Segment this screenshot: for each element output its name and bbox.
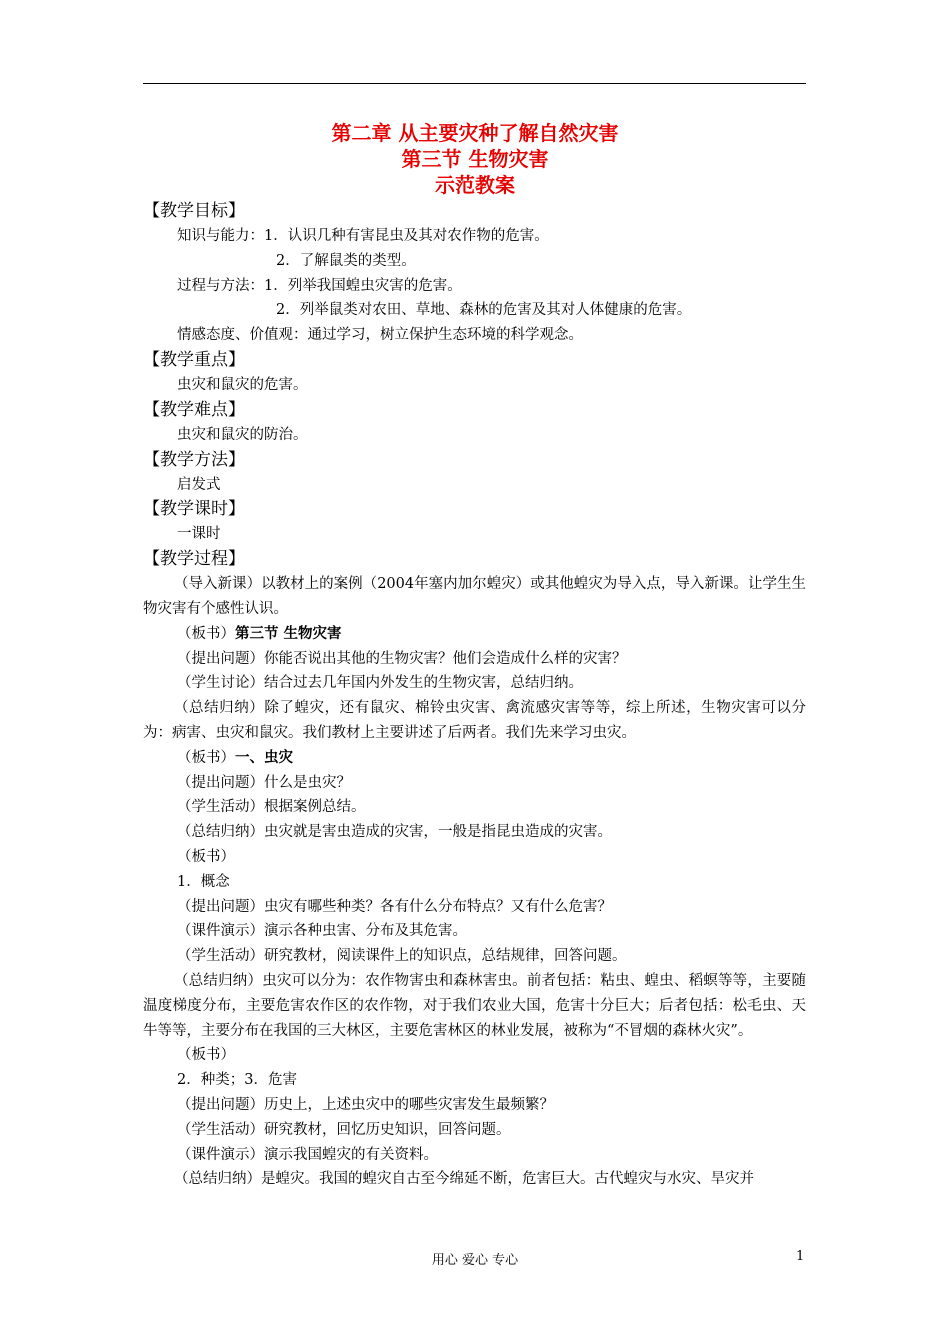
process-paragraph: （导入新课）以教材上的案例（2004年塞内加尔蝗灾）或其他蝗灾为导入点，导入新课。让学生生物灾害有个感性认识。 [143,576,806,617]
board-heading: 第三节 生物灾害 [235,624,342,642]
process-line: （提出问题）你能否说出其他的生物灾害？他们会造成什么样的灾害？ [177,650,627,667]
objective-attitude: 情感态度、价值观：通过学习，树立保护生态环境的科学观念。 [177,327,583,344]
process-line: （学生活动）根据案例总结。 [177,799,366,816]
process-paragraph: （总结归纳）是蝗灾。我国的蝗灾自古至今绵延不断，危害巨大。古代蝗灾与水灾、旱灾并 [174,1171,754,1188]
title-block [0,120,950,198]
board-label: （板书） [177,749,235,766]
chapter-title: 第二章 从主要灾种了解自然灾害 [331,121,619,145]
key-points-text: 虫灾和鼠灾的危害。 [177,376,308,393]
heading-key-points: 【教学重点】 [143,349,245,370]
heading-difficulties: 【教学难点】 [143,399,245,420]
heading-process: 【教学过程】 [143,549,245,570]
difficulties-text: 虫灾和鼠灾的防治。 [177,426,308,443]
objective-process-2: 2．列举鼠类对农田、草地、森林的危害及其对人体健康的危害。 [276,302,692,319]
objective-process-1: 过程与方法：1．列举我国蝗虫灾害的危害。 [177,277,462,294]
board-note: （板书） [177,848,235,865]
heading-hours: 【教学课时】 [143,499,245,520]
process-line: （学生讨论）结合过去几年国内外发生的生物灾害，总结归纳。 [177,675,583,692]
methods-text: 启发式 [177,476,221,493]
heading-methods: 【教学方法】 [143,449,245,470]
hours-text: 一课时 [177,526,221,543]
page-number: 1 [796,1249,805,1264]
board-note [143,622,806,647]
process-line: （学生活动）研究教材，阅读课件上的知识点，总结规律，回答问题。 [177,948,627,965]
process-line: （学生活动）研究教材，回忆历史知识，回答问题。 [177,1121,511,1138]
process-paragraph: （总结归纳）除了蝗灾，还有鼠灾、棉铃虫灾害、禽流感灾害等等，综上所述，生物灾害可以分为：病害、虫灾和鼠灾。我们教材上主要讲述了后两者。我们先来学习虫灾。 [143,700,806,741]
process-line: （提出问题）什么是虫灾？ [177,774,351,791]
process-line: （总结归纳）虫灾就是害虫造成的灾害，一般是指昆虫造成的灾害。 [177,824,612,841]
process-line: （提出问题）历史上，上述虫灾中的哪些灾害发生最频繁？ [177,1096,554,1113]
objective-knowledge-1: 知识与能力：1．认识几种有害昆虫及其对农作物的危害。 [177,228,549,244]
board-item: 1．概念 [177,873,230,890]
process-line: （课件演示）演示我国蝗灾的有关资料。 [177,1146,438,1163]
board-item: 2．种类；3．危害 [177,1072,297,1089]
document-body [143,199,806,1192]
header-rule [143,83,806,84]
heading-objectives: 【教学目标】 [143,201,245,221]
board-label: （板书） [177,625,235,642]
footer-slogan: 用心 爱心 专心 [431,1253,519,1268]
document-subtitle: 示范教案 [435,173,515,197]
process-line: （提出问题）虫灾有哪些种类？各有什么分布特点？又有什么危害？ [177,898,612,915]
section-title: 第三节 生物灾害 [401,147,549,171]
board-heading: 一、虫灾 [235,748,293,766]
objective-knowledge-2: 2．了解鼠类的类型。 [276,252,416,269]
process-paragraph: （总结归纳）虫灾可以分为：农作物害虫和森林害虫。前者包括：粘虫、蝗虫、稻螟等等，主要随温度梯度分布，主要危害农作区的农作物，对于我们农业大国，危害十分巨大；后者包括：松毛虫、天牛等等，主要分布在我国的三大林区，主要危害林区的林业发展，被称为“不冒烟的森林火灾”。 [143,972,806,1039]
process-line: （课件演示）演示各种虫害、分布及其危害。 [177,923,467,940]
board-note: （板书） [177,1047,235,1064]
board-note [143,746,806,771]
